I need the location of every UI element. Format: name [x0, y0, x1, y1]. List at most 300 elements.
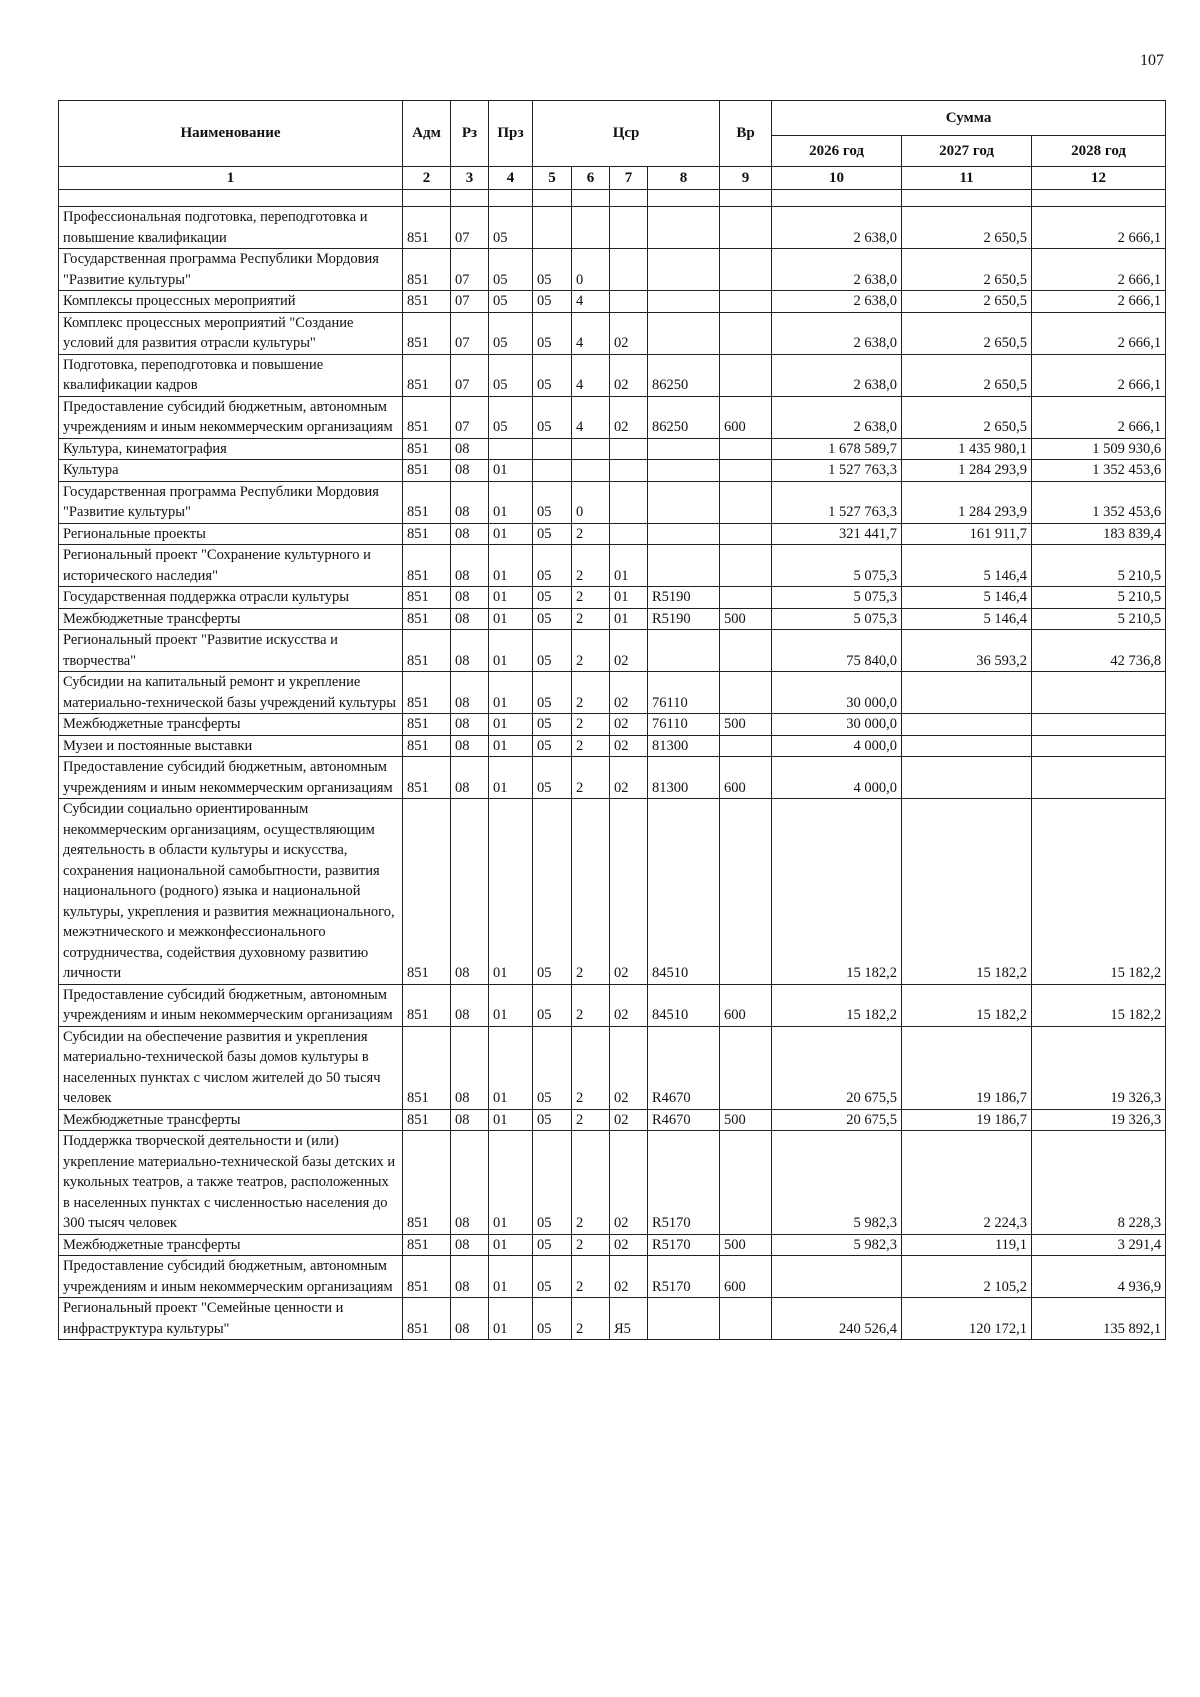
header-prz: Прз: [489, 101, 533, 167]
row-adm: 851: [403, 354, 451, 396]
row-csr-6: 2: [572, 672, 610, 714]
row-adm: 851: [403, 714, 451, 736]
row-csr-5: 05: [533, 587, 572, 609]
column-index: 3: [451, 167, 489, 190]
row-csr-8: R5170: [648, 1256, 720, 1298]
row-csr-7: [610, 438, 648, 460]
header-adm: Адм: [403, 101, 451, 167]
row-csr-8: [648, 1298, 720, 1340]
row-rz: 08: [451, 1109, 489, 1131]
row-name: Предоставление субсидий бюджетным, автономным учреждениям и иным некоммерческим организациям: [59, 984, 403, 1026]
header-vr: Вр: [720, 101, 772, 167]
row-csr-6: 2: [572, 735, 610, 757]
row-csr-6: 2: [572, 757, 610, 799]
row-vr: [720, 291, 772, 313]
row-csr-7: 02: [610, 799, 648, 985]
row-amount-2028: [1032, 672, 1166, 714]
row-vr: 500: [720, 608, 772, 630]
row-csr-6: 2: [572, 523, 610, 545]
row-vr: [720, 460, 772, 482]
row-csr-6: 2: [572, 1131, 610, 1235]
row-prz: 01: [489, 757, 533, 799]
row-vr: [720, 1298, 772, 1340]
row-csr-7: 01: [610, 608, 648, 630]
row-rz: 08: [451, 1256, 489, 1298]
row-name: Поддержка творческой деятельности и (или) укрепление материально-технической базы детских и кукольных театров, а также театров, расположенных в населенных пунктах с численностью населения до 300 тысяч человек: [59, 1131, 403, 1235]
row-amount-2026: 20 675,5: [772, 1109, 902, 1131]
row-adm: 851: [403, 396, 451, 438]
row-csr-5: 05: [533, 481, 572, 523]
row-amount-2027: 5 146,4: [902, 608, 1032, 630]
row-rz: 07: [451, 207, 489, 249]
row-rz: 08: [451, 523, 489, 545]
row-csr-5: 05: [533, 1256, 572, 1298]
row-name: Культура: [59, 460, 403, 482]
row-vr: [720, 735, 772, 757]
row-amount-2027: 161 911,7: [902, 523, 1032, 545]
row-csr-5: 05: [533, 608, 572, 630]
table-row: [59, 396, 1166, 438]
budget-table: [58, 100, 1166, 1340]
row-name: Предоставление субсидий бюджетным, автономным учреждениям и иным некоммерческим организациям: [59, 396, 403, 438]
row-amount-2026: 5 075,3: [772, 545, 902, 587]
row-csr-7: [610, 481, 648, 523]
page-number: 107: [1140, 52, 1164, 69]
row-amount-2026: 5 982,3: [772, 1234, 902, 1256]
table-row: [59, 587, 1166, 609]
row-amount-2026: 75 840,0: [772, 630, 902, 672]
row-rz: 07: [451, 396, 489, 438]
column-index: 8: [648, 167, 720, 190]
row-csr-7: Я5: [610, 1298, 648, 1340]
table-row: [59, 1234, 1166, 1256]
row-csr-7: 02: [610, 396, 648, 438]
row-csr-6: 2: [572, 1109, 610, 1131]
row-amount-2027: 2 650,5: [902, 354, 1032, 396]
row-amount-2027: 19 186,7: [902, 1026, 1032, 1109]
row-csr-8: [648, 291, 720, 313]
row-amount-2028: 1 352 453,6: [1032, 481, 1166, 523]
row-rz: 08: [451, 714, 489, 736]
row-csr-6: 0: [572, 249, 610, 291]
row-csr-5: 05: [533, 714, 572, 736]
row-csr-6: 0: [572, 481, 610, 523]
row-name: Комплексы процессных мероприятий: [59, 291, 403, 313]
column-index: 6: [572, 167, 610, 190]
row-name: Предоставление субсидий бюджетным, автономным учреждениям и иным некоммерческим организациям: [59, 1256, 403, 1298]
row-csr-6: 4: [572, 354, 610, 396]
row-vr: [720, 587, 772, 609]
row-csr-8: [648, 481, 720, 523]
row-csr-8: 81300: [648, 757, 720, 799]
row-csr-5: [533, 460, 572, 482]
row-amount-2028: [1032, 757, 1166, 799]
row-vr: 500: [720, 714, 772, 736]
row-vr: [720, 1026, 772, 1109]
row-adm: 851: [403, 630, 451, 672]
row-adm: 851: [403, 1131, 451, 1235]
row-amount-2026: 5 982,3: [772, 1131, 902, 1235]
row-csr-8: [648, 630, 720, 672]
row-amount-2026: 2 638,0: [772, 207, 902, 249]
row-amount-2028: 42 736,8: [1032, 630, 1166, 672]
row-csr-7: 02: [610, 672, 648, 714]
header-year-2027: 2027 год: [902, 136, 1032, 167]
row-csr-8: R4670: [648, 1109, 720, 1131]
row-amount-2028: [1032, 714, 1166, 736]
row-prz: 05: [489, 207, 533, 249]
row-csr-5: 05: [533, 799, 572, 985]
row-amount-2027: 19 186,7: [902, 1109, 1032, 1131]
row-csr-7: [610, 249, 648, 291]
row-name: Межбюджетные трансферты: [59, 1234, 403, 1256]
row-amount-2028: 2 666,1: [1032, 291, 1166, 313]
row-rz: 08: [451, 735, 489, 757]
row-rz: 08: [451, 672, 489, 714]
row-adm: 851: [403, 312, 451, 354]
table-row: [59, 523, 1166, 545]
row-csr-7: 01: [610, 587, 648, 609]
row-prz: 01: [489, 1234, 533, 1256]
row-csr-6: 4: [572, 312, 610, 354]
row-adm: 851: [403, 984, 451, 1026]
row-adm: 851: [403, 1298, 451, 1340]
row-amount-2028: [1032, 735, 1166, 757]
row-csr-6: 2: [572, 714, 610, 736]
row-adm: 851: [403, 438, 451, 460]
row-name: Региональный проект "Семейные ценности и инфраструктура культуры": [59, 1298, 403, 1340]
column-index: 12: [1032, 167, 1166, 190]
row-amount-2027: 2 105,2: [902, 1256, 1032, 1298]
row-csr-7: 02: [610, 630, 648, 672]
row-csr-8: R5170: [648, 1234, 720, 1256]
row-vr: 600: [720, 396, 772, 438]
row-name: Субсидии социально ориентированным некоммерческим организациям, осуществляющим деятельность в области культуры и искусства, сохранения национальной самобытности, развития национального (родного) языка и национальной культуры, укрепления и развития межнационального, межэтнического и межконфессионального сотрудничества, содействия духовному развитию личности: [59, 799, 403, 985]
row-amount-2028: 183 839,4: [1032, 523, 1166, 545]
row-name: Субсидии на обеспечение развития и укрепления материально-технической базы домов культуры в населенных пунктах с числом жителей до 50 тысяч человек: [59, 1026, 403, 1109]
row-name: Региональный проект "Развитие искусства и творчества": [59, 630, 403, 672]
row-amount-2026: 5 075,3: [772, 587, 902, 609]
row-csr-7: 01: [610, 545, 648, 587]
table-row: [59, 481, 1166, 523]
row-rz: 08: [451, 438, 489, 460]
row-vr: [720, 481, 772, 523]
row-amount-2028: 15 182,2: [1032, 799, 1166, 985]
row-vr: [720, 249, 772, 291]
row-vr: [720, 545, 772, 587]
row-csr-7: 02: [610, 735, 648, 757]
row-name: Государственная программа Республики Мордовия "Развитие культуры": [59, 249, 403, 291]
row-prz: 01: [489, 460, 533, 482]
row-name: Предоставление субсидий бюджетным, автономным учреждениям и иным некоммерческим организациям: [59, 757, 403, 799]
table-row: [59, 608, 1166, 630]
table-row: [59, 984, 1166, 1026]
row-csr-8: 84510: [648, 799, 720, 985]
row-adm: 851: [403, 545, 451, 587]
row-prz: 01: [489, 984, 533, 1026]
header-year-2026: 2026 год: [772, 136, 902, 167]
row-name: Профессиональная подготовка, переподготовка и повышение квалификации: [59, 207, 403, 249]
row-vr: [720, 523, 772, 545]
row-prz: 05: [489, 312, 533, 354]
row-amount-2026: 4 000,0: [772, 735, 902, 757]
row-amount-2027: 2 650,5: [902, 312, 1032, 354]
row-rz: 07: [451, 249, 489, 291]
column-index: 7: [610, 167, 648, 190]
row-csr-5: 05: [533, 545, 572, 587]
row-rz: 07: [451, 291, 489, 313]
row-csr-5: 05: [533, 984, 572, 1026]
row-csr-6: [572, 438, 610, 460]
row-amount-2026: 2 638,0: [772, 312, 902, 354]
row-amount-2027: 2 650,5: [902, 207, 1032, 249]
column-index: 1: [59, 167, 403, 190]
row-amount-2026: 15 182,2: [772, 984, 902, 1026]
table-row: [59, 735, 1166, 757]
row-adm: 851: [403, 735, 451, 757]
row-csr-8: 81300: [648, 735, 720, 757]
row-vr: [720, 438, 772, 460]
row-rz: 08: [451, 1026, 489, 1109]
row-prz: 01: [489, 608, 533, 630]
row-csr-8: [648, 545, 720, 587]
row-prz: 05: [489, 249, 533, 291]
row-csr-5: 05: [533, 1109, 572, 1131]
row-adm: 851: [403, 1234, 451, 1256]
row-rz: 08: [451, 630, 489, 672]
row-amount-2026: 20 675,5: [772, 1026, 902, 1109]
row-amount-2026: 1 527 763,3: [772, 481, 902, 523]
row-csr-5: [533, 438, 572, 460]
table-row: [59, 672, 1166, 714]
table-row: [59, 291, 1166, 313]
column-index: 9: [720, 167, 772, 190]
row-amount-2028: 135 892,1: [1032, 1298, 1166, 1340]
row-vr: [720, 1131, 772, 1235]
row-csr-7: 02: [610, 1256, 648, 1298]
row-vr: [720, 207, 772, 249]
row-adm: 851: [403, 608, 451, 630]
row-prz: 01: [489, 735, 533, 757]
row-amount-2026: 321 441,7: [772, 523, 902, 545]
row-amount-2026: 1 527 763,3: [772, 460, 902, 482]
row-csr-8: 86250: [648, 354, 720, 396]
header-sum: Сумма: [772, 101, 1166, 136]
row-vr: 600: [720, 757, 772, 799]
table-row: [59, 1026, 1166, 1109]
row-amount-2026: 15 182,2: [772, 799, 902, 985]
row-amount-2027: [902, 672, 1032, 714]
row-csr-6: 2: [572, 545, 610, 587]
row-amount-2026: 30 000,0: [772, 672, 902, 714]
header-csr: Цср: [533, 101, 720, 167]
row-csr-5: 05: [533, 354, 572, 396]
row-csr-8: R5190: [648, 587, 720, 609]
row-rz: 08: [451, 460, 489, 482]
table-row: [59, 354, 1166, 396]
row-csr-5: 05: [533, 735, 572, 757]
row-rz: 07: [451, 312, 489, 354]
row-amount-2027: 2 650,5: [902, 396, 1032, 438]
row-prz: 01: [489, 1026, 533, 1109]
row-csr-5: 05: [533, 630, 572, 672]
row-name: Региональный проект "Сохранение культурного и исторического наследия": [59, 545, 403, 587]
header-rz: Рз: [451, 101, 489, 167]
row-csr-5: 05: [533, 1026, 572, 1109]
row-amount-2027: 1 284 293,9: [902, 460, 1032, 482]
row-rz: 08: [451, 1131, 489, 1235]
row-vr: 500: [720, 1234, 772, 1256]
row-amount-2028: 2 666,1: [1032, 396, 1166, 438]
column-index-row: [59, 167, 1166, 190]
row-vr: 600: [720, 984, 772, 1026]
row-rz: 07: [451, 354, 489, 396]
row-csr-7: [610, 460, 648, 482]
row-csr-8: [648, 249, 720, 291]
row-vr: 500: [720, 1109, 772, 1131]
row-amount-2027: [902, 714, 1032, 736]
row-name: Межбюджетные трансферты: [59, 1109, 403, 1131]
row-csr-6: [572, 207, 610, 249]
row-amount-2028: 1 509 930,6: [1032, 438, 1166, 460]
row-csr-7: 02: [610, 1234, 648, 1256]
column-index: 2: [403, 167, 451, 190]
row-csr-6: [572, 460, 610, 482]
row-csr-6: 2: [572, 1026, 610, 1109]
row-adm: 851: [403, 757, 451, 799]
row-amount-2028: 1 352 453,6: [1032, 460, 1166, 482]
table-row: [59, 312, 1166, 354]
row-rz: 08: [451, 1234, 489, 1256]
row-csr-7: 02: [610, 757, 648, 799]
table-row: [59, 1298, 1166, 1340]
row-prz: 05: [489, 354, 533, 396]
row-adm: 851: [403, 249, 451, 291]
row-prz: 01: [489, 714, 533, 736]
table-body: [59, 190, 1166, 1340]
row-prz: 05: [489, 396, 533, 438]
row-adm: 851: [403, 207, 451, 249]
row-csr-5: 05: [533, 1298, 572, 1340]
row-vr: [720, 799, 772, 985]
row-csr-7: [610, 291, 648, 313]
table-row: [59, 714, 1166, 736]
row-csr-5: 05: [533, 312, 572, 354]
row-amount-2028: 19 326,3: [1032, 1109, 1166, 1131]
row-prz: 01: [489, 672, 533, 714]
header-year-2028: 2028 год: [1032, 136, 1166, 167]
row-name: Межбюджетные трансферты: [59, 608, 403, 630]
row-amount-2026: 4 000,0: [772, 757, 902, 799]
row-amount-2028: 2 666,1: [1032, 207, 1166, 249]
column-index: 10: [772, 167, 902, 190]
row-csr-7: 02: [610, 984, 648, 1026]
row-csr-8: [648, 460, 720, 482]
row-csr-6: 2: [572, 630, 610, 672]
row-amount-2026: 2 638,0: [772, 396, 902, 438]
row-amount-2028: 5 210,5: [1032, 587, 1166, 609]
column-index: 4: [489, 167, 533, 190]
row-prz: 01: [489, 481, 533, 523]
row-csr-6: 2: [572, 1256, 610, 1298]
row-adm: 851: [403, 672, 451, 714]
row-adm: 851: [403, 523, 451, 545]
row-amount-2028: 8 228,3: [1032, 1131, 1166, 1235]
row-rz: 08: [451, 545, 489, 587]
row-csr-7: [610, 523, 648, 545]
row-rz: 08: [451, 984, 489, 1026]
row-csr-6: 4: [572, 291, 610, 313]
row-rz: 08: [451, 608, 489, 630]
row-prz: 05: [489, 291, 533, 313]
row-amount-2027: 5 146,4: [902, 545, 1032, 587]
row-csr-5: 05: [533, 396, 572, 438]
row-prz: 01: [489, 545, 533, 587]
row-amount-2027: 1 435 980,1: [902, 438, 1032, 460]
row-csr-6: 2: [572, 799, 610, 985]
row-amount-2028: 2 666,1: [1032, 354, 1166, 396]
row-vr: [720, 672, 772, 714]
table-row: [59, 545, 1166, 587]
row-csr-7: 02: [610, 354, 648, 396]
row-adm: 851: [403, 291, 451, 313]
row-csr-8: 86250: [648, 396, 720, 438]
row-adm: 851: [403, 481, 451, 523]
row-vr: [720, 312, 772, 354]
table-row: [59, 249, 1166, 291]
row-amount-2026: 30 000,0: [772, 714, 902, 736]
row-prz: [489, 438, 533, 460]
table-row: [59, 799, 1166, 985]
row-csr-8: R5190: [648, 608, 720, 630]
row-amount-2026: 2 638,0: [772, 354, 902, 396]
table-row: [59, 207, 1166, 249]
spacer-row: [59, 190, 1166, 207]
row-csr-5: 05: [533, 1131, 572, 1235]
row-amount-2027: 36 593,2: [902, 630, 1032, 672]
table-row: [59, 438, 1166, 460]
row-adm: 851: [403, 799, 451, 985]
row-rz: 08: [451, 757, 489, 799]
row-csr-8: [648, 438, 720, 460]
row-amount-2027: 2 650,5: [902, 291, 1032, 313]
row-amount-2028: 2 666,1: [1032, 312, 1166, 354]
row-prz: 01: [489, 799, 533, 985]
row-csr-7: 02: [610, 1026, 648, 1109]
row-amount-2027: 5 146,4: [902, 587, 1032, 609]
row-vr: [720, 630, 772, 672]
row-prz: 01: [489, 1131, 533, 1235]
row-amount-2026: 2 638,0: [772, 249, 902, 291]
column-index: 5: [533, 167, 572, 190]
row-rz: 08: [451, 1298, 489, 1340]
row-csr-7: 02: [610, 312, 648, 354]
row-amount-2028: 15 182,2: [1032, 984, 1166, 1026]
row-csr-5: 05: [533, 1234, 572, 1256]
row-csr-8: [648, 207, 720, 249]
row-amount-2027: 2 650,5: [902, 249, 1032, 291]
row-amount-2026: 1 678 589,7: [772, 438, 902, 460]
row-amount-2028: 5 210,5: [1032, 608, 1166, 630]
row-csr-8: R5170: [648, 1131, 720, 1235]
row-csr-5: 05: [533, 523, 572, 545]
row-amount-2027: 15 182,2: [902, 799, 1032, 985]
row-amount-2027: 1 284 293,9: [902, 481, 1032, 523]
row-name: Музеи и постоянные выставки: [59, 735, 403, 757]
row-csr-5: 05: [533, 672, 572, 714]
row-amount-2028: 2 666,1: [1032, 249, 1166, 291]
row-amount-2027: 119,1: [902, 1234, 1032, 1256]
